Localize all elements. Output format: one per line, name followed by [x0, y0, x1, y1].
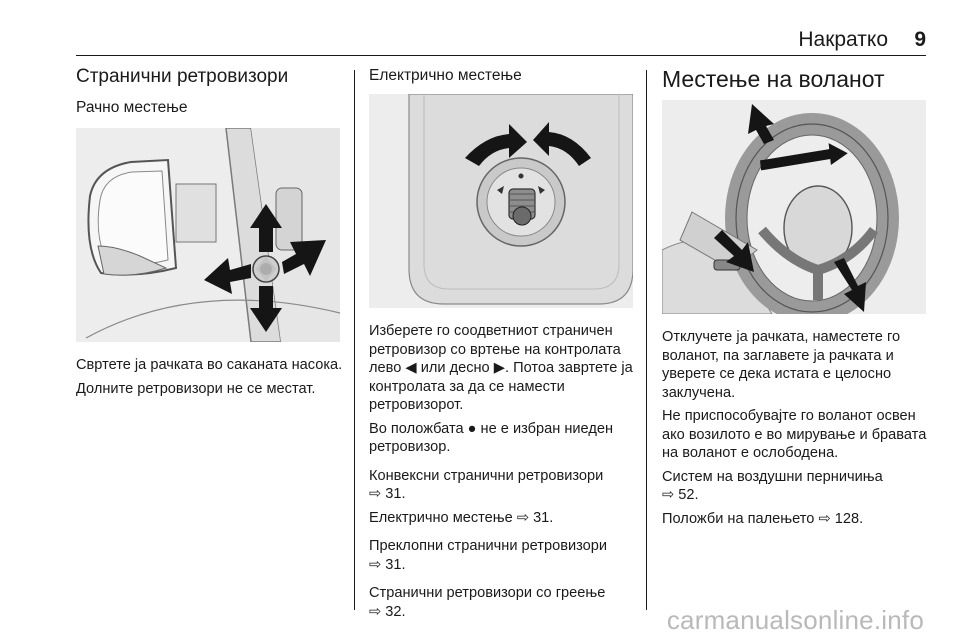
column-mirrors-electric	[369, 66, 635, 626]
steering-wheel-illustration	[662, 100, 926, 314]
reference-electric-adjust: Електрично местење ⇨ 31.	[369, 509, 635, 528]
arrow-right-icon: ▶	[493, 360, 505, 376]
reference-airbag-system: Систем на воздушни перничиња ⇨ 52.	[662, 468, 930, 505]
watermark-text: carmanualsonline.info	[666, 605, 924, 635]
column-divider-1	[354, 70, 355, 610]
header-title: Накратко	[798, 28, 888, 51]
header-divider	[76, 55, 926, 56]
arrow-left-icon: ◀	[405, 360, 417, 376]
reference-arrow-icon	[517, 510, 533, 526]
page-number: 9	[914, 28, 926, 51]
paragraph-no-adjust-warning: Не приспособувајте го воланот освен ако возилото е во мирување и бравата на воланот е ослободена.	[662, 408, 927, 461]
column-mirrors-manual	[76, 66, 344, 403]
paragraph-neutral-position: Во положбата ● не е избран ниеден ретровизор.	[369, 420, 614, 455]
reference-arrow-icon	[369, 604, 385, 620]
reference-arrow-icon	[369, 486, 385, 502]
electric-mirror-control-illustration	[369, 94, 633, 308]
section-title-mirrors: Странични ретровизори	[76, 66, 289, 87]
reference-folding-mirrors: Преклопни странични ретровизори ⇨ 31.	[369, 537, 635, 574]
column-steering-wheel	[662, 66, 930, 533]
reference-arrow-icon	[369, 557, 385, 573]
paragraph-turn-lever: Свртете ја рачката во саканата насока.	[76, 357, 343, 373]
reference-ignition-positions: Положби на палењето ⇨ 128.	[662, 510, 930, 529]
paragraph-unlock-adjust: Отклучете ја рачката, наместете го воланот, па заглавете ја рачката и уверете се дека истата е целосно заклучена.	[662, 329, 901, 401]
reference-convex-mirrors: Конвексни странични ретровизори ⇨ 31.	[369, 467, 635, 504]
section-title-steering: Местење на воланот	[662, 66, 885, 92]
reference-heated-mirrors: Странични ретровизори со греење ⇨ 32.	[369, 584, 635, 621]
manual-mirror-illustration	[76, 128, 340, 342]
subheading-electric: Електрично местење	[369, 67, 522, 84]
dot-position-icon: ●	[467, 420, 477, 437]
reference-arrow-icon	[818, 511, 834, 527]
reference-arrow-icon	[662, 487, 678, 503]
paragraph-lower-mirrors: Долните ретровизори не се местат.	[76, 380, 316, 397]
subheading-manual: Рачно местење	[76, 99, 188, 116]
paragraph-select-mirror: Изберете го соодветниот страничен ретровизор со вртење на контролата лево ◀ или десно ▶. Потоа завртете ја контролата за да се намести ретровизорот.	[369, 323, 633, 413]
column-divider-2	[646, 70, 647, 610]
